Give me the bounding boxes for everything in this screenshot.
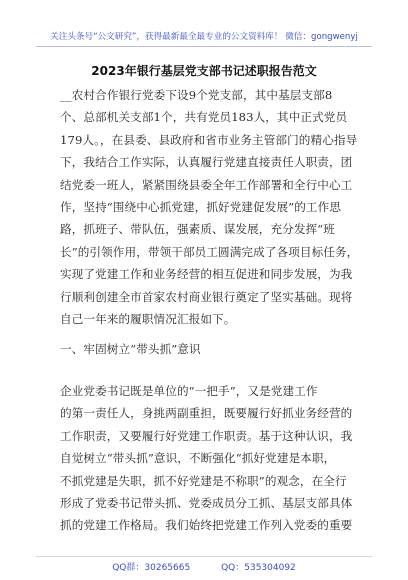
paragraph-body (60, 380, 353, 537)
text-line: 实现了党建工作和业务经营的相互促进和同步发展，为我 (60, 267, 353, 282)
text-line: 结党委一班人，紧紧围绕县委全年工作部署和全行中心工 (60, 177, 353, 192)
text-line: __农村合作银行党委下设9个党支部，其中基层支部8 (60, 88, 333, 102)
text-line: 行顺利创建全市首家农村商业银行奠定了坚实基础。现将 (60, 289, 353, 304)
text-line: 路，抓班子、带队伍，强素质、谋发展，充分发挥“班 (60, 222, 335, 237)
text-line: 179人。，在县委、县政府和省市业务主管部门的精心指导 (60, 132, 358, 147)
text-line: 下，我结合工作实际，认真履行党建直接责任人职责，团 (60, 155, 353, 170)
header-note: 关注头条号“公文研究”，获得最新最全最专业的公文资料库！ 微信：gongwenyj (50, 32, 358, 42)
footer-qq-group: QQ群：30265665 (112, 563, 191, 573)
text-line: 自己一年来的履职情况汇报如下。 (60, 311, 236, 326)
text-line: 抓的党建工作格局。我们始终把党建工作列入党委的重要 (60, 518, 353, 533)
text-line: 个、总部机关支部1个，共有党员183人，其中正式党员 (60, 110, 348, 125)
text-line: 形成了党委书记带头抓、党委成员分工抓、基层支部具体 (60, 495, 353, 510)
text-line: 不抓党建是失职，抓不好党建是不称职”的观念，在全行 (60, 473, 347, 488)
section-heading (60, 338, 350, 360)
text-line: 企业党委书记既是单位的“一把手”，又是党建工作 (60, 384, 318, 398)
header-divider (36, 46, 372, 47)
footer (0, 560, 408, 573)
text-line: 作，坚持“围绕中心抓党建，抓好党建促发展”的工作思 (60, 199, 342, 214)
document-title: 2023年银行基层党支部书记述职报告范文 (91, 64, 317, 78)
footer-qq: QQ：535304092 (221, 563, 296, 573)
text-line: 的第一责任人，身挑两副重担，既要履行好抓业务经营的 (60, 406, 353, 421)
text-line: 工作职责，又要履行好党建工作职责。基于这种认识，我 (60, 428, 353, 443)
section-heading-text: 一、牢固树立“带头抓”意识 (60, 342, 201, 356)
text-line: 自觉树立“带头抓”意识，不断强化“抓好党建是本职， (60, 451, 336, 466)
footer-divider (36, 556, 372, 557)
text-line: 长”的引领作用，带领干部员工圆满完成了各项目标任务， (60, 244, 359, 259)
paragraph-intro (60, 84, 359, 330)
